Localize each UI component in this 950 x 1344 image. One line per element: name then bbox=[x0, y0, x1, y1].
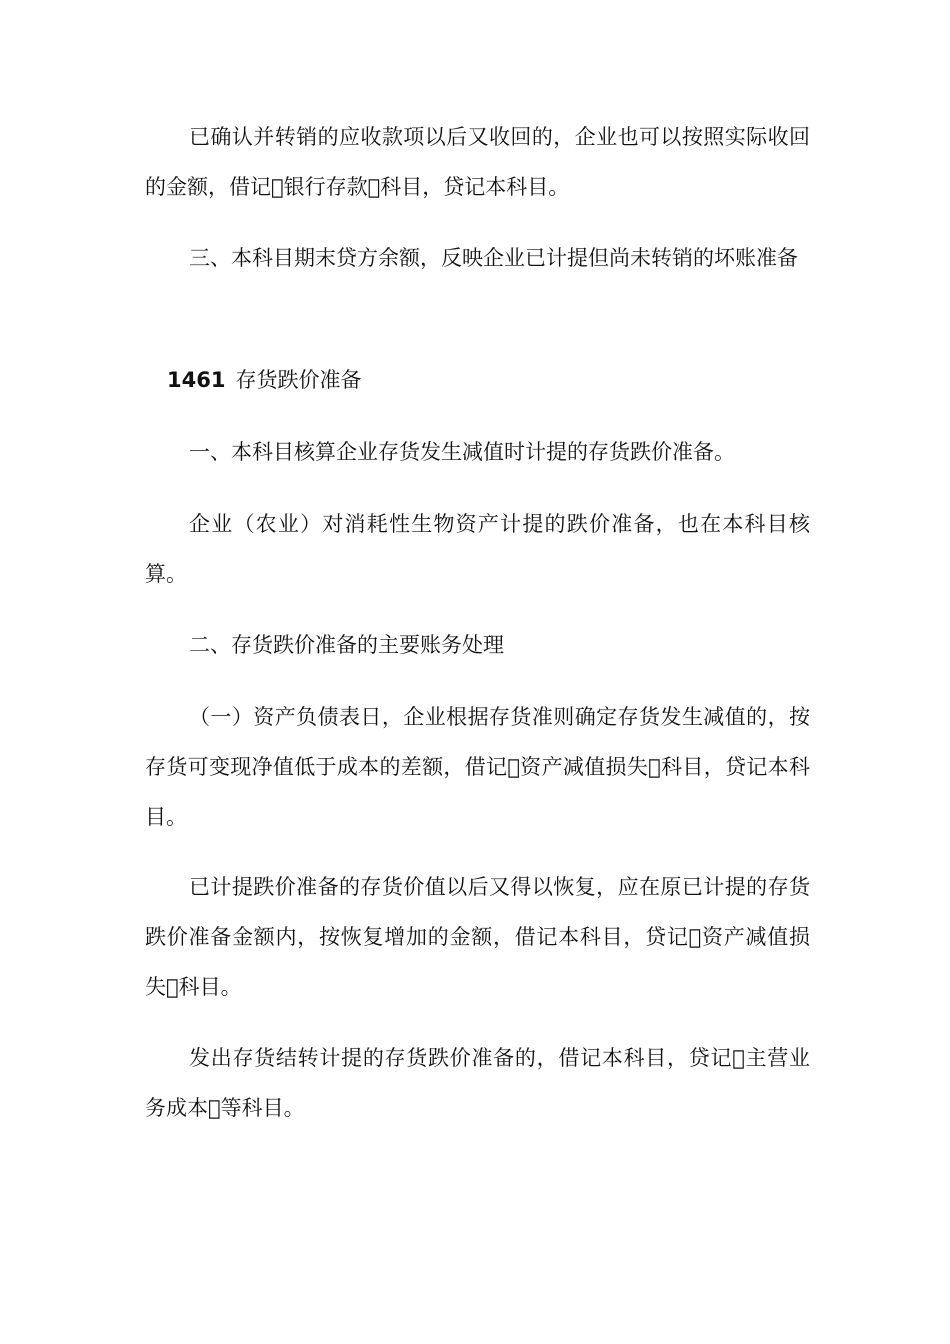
paragraph-recovery: 已计提跌价准备的存货价值以后又得以恢复，应在原已计提的存货跌价准备金额内，按恢复增加的金额，借记本科目，贷记 资产减值损失 科目。 bbox=[145, 875, 810, 999]
section-code: 1461 bbox=[167, 368, 226, 392]
section-title: 存货跌价准备 bbox=[235, 368, 362, 392]
paragraph-agriculture: 企业（农业）对消耗性生物资产计提的跌价准备，也在本科目核算。 bbox=[145, 512, 810, 586]
paragraph-outbound: 发出存货结转计提的存货跌价准备的，借记本科目，贷记 主营业务成本 等科目。 bbox=[145, 1046, 810, 1120]
paragraph-balance-sheet-date: （一）资产负债表日，企业根据存货准则确定存货发生减值的，按存货可变现净值低于成本的差额，借记 资产减值损失 科目，贷记本科目。 bbox=[145, 705, 810, 829]
section-heading bbox=[167, 365, 361, 395]
paragraph-scope: 一、本科目核算企业存货发生减值时计提的存货跌价准备。 bbox=[189, 440, 735, 464]
paragraph-recovered-receivables: 已确认并转销的应收款项以后又收回的，企业也可以按照实际收回的金额，借记 银行存款 科目，贷记本科目。 bbox=[145, 125, 810, 199]
paragraph-ending-balance: 三、本科目期末贷方余额，反映企业已计提但尚未转销的坏账准备 bbox=[189, 246, 798, 270]
paragraph-main-accounting: 二、存货跌价准备的主要账务处理 bbox=[189, 633, 504, 657]
